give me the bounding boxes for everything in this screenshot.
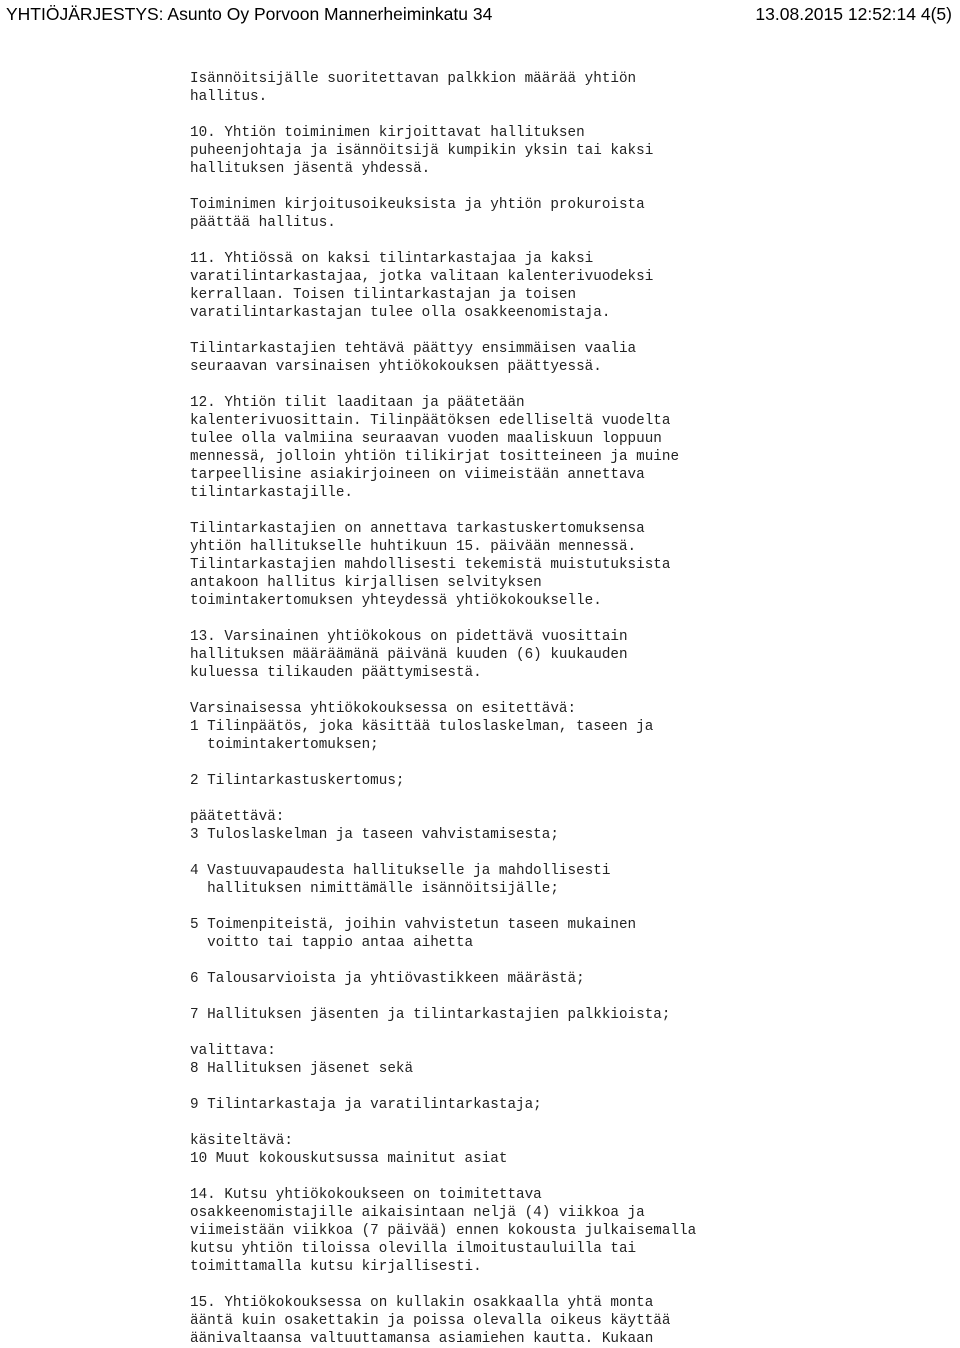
text-line: ääntä kuin osakettakin ja poissa olevalla oikeus käyttää [190, 1313, 671, 1329]
text-line: 15. Yhtiökokouksessa on kullakin osakkaalla yhtä monta [190, 1295, 654, 1311]
paragraph-gap [190, 610, 930, 628]
print-datetime: 13.08.2015 12:52:14 [755, 4, 916, 24]
text-line: seuraavan varsinaisen yhtiökokouksen päättyessä. [190, 359, 602, 375]
paragraph-gap [190, 1168, 930, 1186]
paragraph-gap [190, 1024, 930, 1042]
paragraph-gap [190, 1114, 930, 1132]
text-line: Toiminimen kirjoitusoikeuksista ja yhtiön prokuroista [190, 197, 645, 213]
paragraph-gap [190, 952, 930, 970]
text-line: kuluessa tilikauden päättymisestä. [190, 665, 482, 681]
text-line: päätettävä: [190, 809, 285, 825]
text-line: 7 Hallituksen jäsenten ja tilintarkastajien palkkioista; [190, 1007, 671, 1023]
text-line: Varsinaisessa yhtiökokouksessa on esitettävä: [190, 701, 577, 717]
text-line: 14. Kutsu yhtiökokoukseen on toimitettava [190, 1187, 542, 1203]
paragraph-gap [190, 1078, 930, 1096]
text-line: Isännöitsijälle suoritettavan palkkion määrää yhtiön [190, 71, 637, 87]
text-line: toimintakertomuksen; [190, 737, 379, 753]
paragraph-gap [190, 790, 930, 808]
text-line: 11. Yhtiössä on kaksi tilintarkastajaa ja kaksi [190, 251, 594, 267]
paragraph-gap [190, 376, 930, 394]
text-line: kutsu yhtiön tiloissa olevilla ilmoitustauluilla tai [190, 1241, 637, 1257]
text-line: 13. Varsinainen yhtiökokous on pidettävä vuosittain [190, 629, 628, 645]
text-line: varatilintarkastajan tulee olla osakkeenomistaja. [190, 305, 611, 321]
text-line: varatilintarkastajaa, jotka valitaan kalenterivuodeksi [190, 269, 654, 285]
text-line: osakkeenomistajille aikaisintaan neljä (4) viikkoa ja [190, 1205, 645, 1221]
paragraph-gap [190, 178, 930, 196]
text-line: äänivaltaansa valtuuttamansa asiamiehen kautta. Kukaan [190, 1331, 654, 1347]
text-line: 4 Vastuuvapaudesta hallitukselle ja mahdollisesti [190, 863, 611, 879]
text-line: 10 Muut kokouskutsussa mainitut asiat [190, 1151, 508, 1167]
text-line: 3 Tuloslaskelman ja taseen vahvistamisesta; [190, 827, 559, 843]
paragraph-gap [190, 844, 930, 862]
paragraph-gap [190, 1276, 930, 1294]
text-line: 9 Tilintarkastaja ja varatilintarkastaja; [190, 1097, 542, 1113]
text-line: valittava: [190, 1043, 276, 1059]
text-line: 2 Tilintarkastuskertomus; [190, 773, 405, 789]
text-line: toimittamalla kutsu kirjallisesti. [190, 1259, 482, 1275]
text-line: 8 Hallituksen jäsenet sekä [190, 1061, 414, 1077]
text-line: päättää hallitus. [190, 215, 336, 231]
paragraph-gap [190, 232, 930, 250]
paragraph-gap [190, 898, 930, 916]
text-line: Tilintarkastajien tehtävä päättyy ensimmäisen vaalia [190, 341, 637, 357]
text-line: 5 Toimenpiteistä, joihin vahvistetun taseen mukainen [190, 917, 637, 933]
text-line: toimintakertomuksen yhteydessä yhtiökokoukselle. [190, 593, 602, 609]
text-line: hallituksen määräämänä päivänä kuuden (6) kuukauden [190, 647, 628, 663]
text-line: tilintarkastajille. [190, 485, 354, 501]
paragraph-gap [190, 322, 930, 340]
text-line: antakoon hallitus kirjallisen selvityksen [190, 575, 542, 591]
text-line: viimeistään viikkoa (7 päivää) ennen kokousta julkaisemalla [190, 1223, 697, 1239]
text-line: kalenterivuosittain. Tilinpäätöksen edelliseltä vuodelta [190, 413, 671, 429]
text-line: hallituksen jäsentä yhdessä. [190, 161, 431, 177]
text-line: kerrallaan. Toisen tilintarkastajan ja toisen [190, 287, 577, 303]
text-line: tulee olla valmiina seuraavan vuoden maaliskuun loppuun [190, 431, 662, 447]
paragraph-gap [190, 502, 930, 520]
text-line: voitto tai tappio antaa aihetta [190, 935, 474, 951]
document-body [190, 70, 930, 1348]
text-line: tarpeellisine asiakirjoineen on viimeistään annettava [190, 467, 645, 483]
text-line: Tilintarkastajien on annettava tarkastuskertomuksensa [190, 521, 645, 537]
text-line: puheenjohtaja ja isännöitsijä kumpikin yksin tai kaksi [190, 143, 654, 159]
paragraph-gap [190, 988, 930, 1006]
text-line: yhtiön hallitukselle huhtikuun 15. päivään mennessä. [190, 539, 637, 555]
text-line: hallitus. [190, 89, 268, 105]
text-line: 6 Talousarvioista ja yhtiövastikkeen määrästä; [190, 971, 585, 987]
text-line: käsiteltävä: [190, 1133, 293, 1149]
text-line: mennessä, jolloin yhtiön tilikirjat tositteineen ja muine [190, 449, 680, 465]
text-line: 12. Yhtiön tilit laaditaan ja päätetään [190, 395, 525, 411]
text-line: 10. Yhtiön toiminimen kirjoittavat hallituksen [190, 125, 585, 141]
page-number: 4(5) [920, 4, 952, 24]
paragraph-gap [190, 754, 930, 772]
text-line: 1 Tilinpäätös, joka käsittää tuloslaskelman, taseen ja [190, 719, 654, 735]
text-line: Tilintarkastajien mahdollisesti tekemistä muistutuksista [190, 557, 671, 573]
document-title: YHTIÖJÄRJESTYS: Asunto Oy Porvoon Mannerheiminkatu 34 [6, 4, 493, 24]
header-meta [755, 1, 952, 27]
page-header [0, 0, 960, 26]
paragraph-gap [190, 106, 930, 124]
text-line: hallituksen nimittämälle isännöitsijälle; [190, 881, 559, 897]
paragraph-gap [190, 682, 930, 700]
